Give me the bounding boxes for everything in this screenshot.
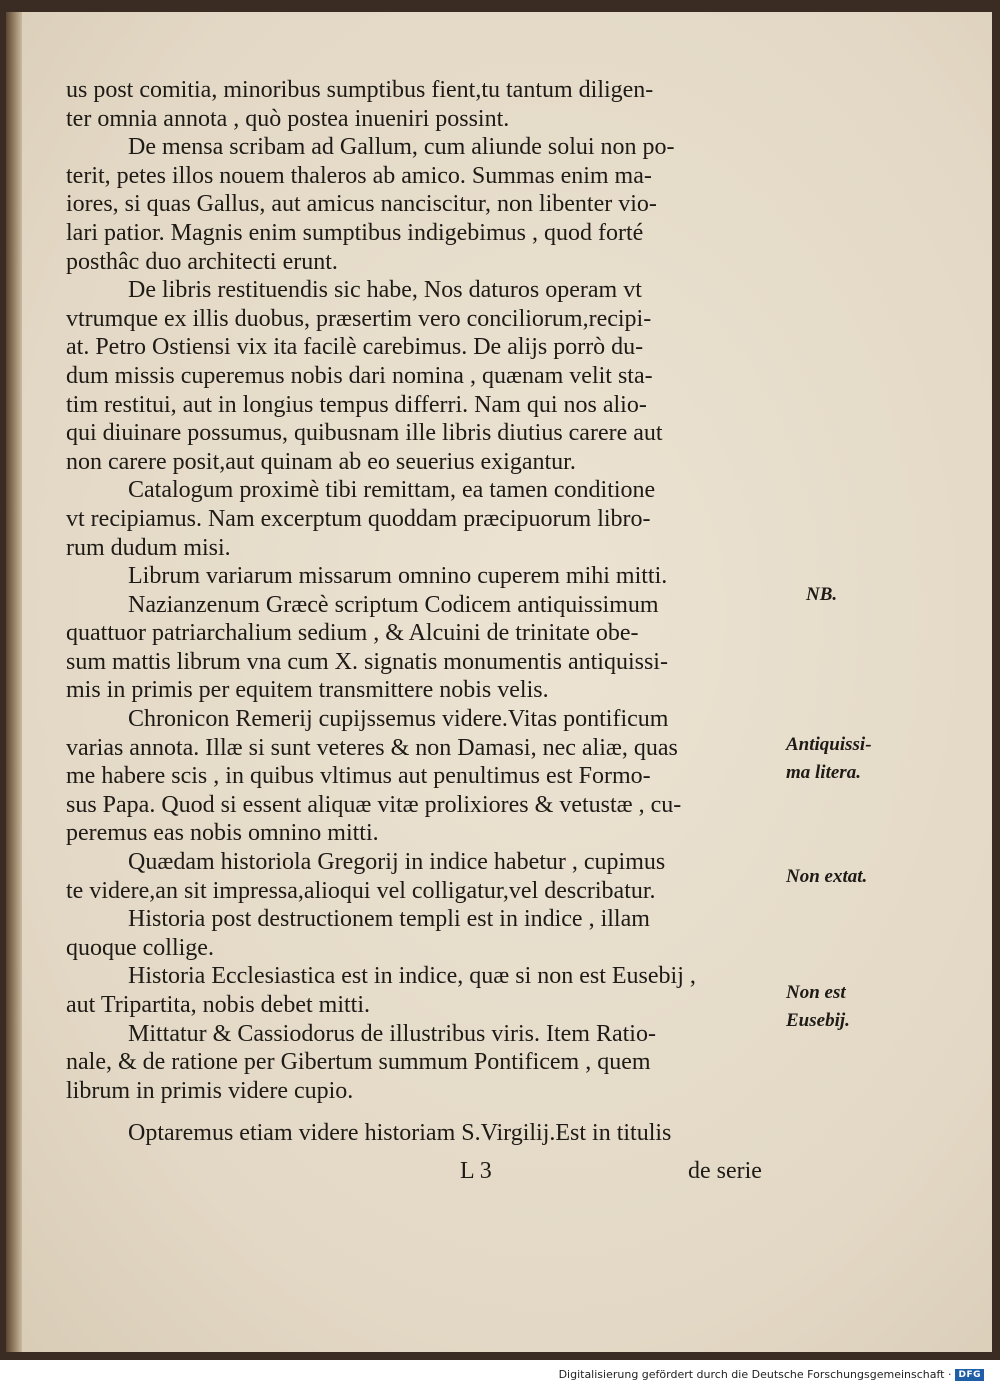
margin-note-ma-litera: ma litera. (786, 762, 861, 783)
margin-note-antiquissi: Antiquissi- (786, 734, 872, 755)
text-line: vt recipiamus. Nam excerptum quoddam præcipuorum libro- (66, 505, 651, 532)
text-line: tim restitui, aut in longius tempus differri. Nam qui nos alio- (66, 391, 647, 418)
page-body-text (66, 76, 786, 1148)
text-line: rum dudum misi. (66, 534, 231, 561)
text-line: Historia post destructionem templi est in indice , illam (128, 906, 650, 933)
margin-note-nb: NB. (806, 584, 838, 605)
text-line: nale, & de ratione per Gibertum summum Pontificem , quem (66, 1049, 651, 1076)
text-line: varias annota. Illæ si sunt veteres & non Damasi, nec aliæ, quas (66, 734, 678, 761)
text-line: Historia Ecclesiastica est in indice, quæ si non est Eusebij , (128, 963, 696, 990)
text-line: vtrumque ex illis duobus, præsertim vero conciliorum,recipi- (66, 305, 652, 332)
text-line: quattuor patriarchalium sedium , & Alcuini de trinitate obe- (66, 620, 639, 647)
text-line: Chronicon Remerij cupijssemus videre.Vitas pontificum (128, 706, 669, 733)
text-line: qui diuinare possumus, quibusnam ille libris diutius carere aut (66, 420, 663, 447)
digitization-credit (559, 1368, 984, 1381)
text-line: dum missis cuperemus nobis dari nomina , quænam velit sta- (66, 362, 653, 389)
text-line: quoque collige. (66, 934, 214, 961)
text-line: terit, petes illos nouem thaleros ab amico. Summas enim ma- (66, 162, 652, 189)
text-line: Librum variarum missarum omnino cuperem mihi mitti. (128, 563, 668, 590)
text-line: librum in primis videre cupio. (66, 1077, 354, 1104)
text-line: me habere scis , in quibus vltimus aut penultimus est Formo- (66, 763, 651, 790)
text-line: De mensa scribam ad Gallum, cum aliunde solui non po- (128, 134, 675, 161)
text-line: aut Tripartita, nobis debet mitti. (66, 992, 370, 1018)
text-line: sum mattis librum vna cum X. signatis monumentis antiquissi- (66, 648, 668, 675)
dfg-logo: DFG (955, 1369, 984, 1381)
text-line: Quædam historiola Gregorij in indice habetur , cupimus (128, 849, 666, 876)
text-line: posthâc duo architecti erunt. (66, 248, 338, 275)
text-line: mis in primis per equitem transmittere nobis velis. (66, 677, 549, 704)
catchword: de serie (688, 1158, 762, 1184)
text-line: iores, si quas Gallus, aut amicus nanciscitur, non libenter vio- (66, 191, 657, 218)
text-line: Catalogum proximè tibi remittam, ea tamen conditione (128, 477, 656, 504)
margin-note-eusebij: Eusebij. (786, 1010, 850, 1031)
signature-mark: L 3 (460, 1158, 492, 1184)
page-gutter (6, 12, 22, 1352)
text-line: lari patior. Magnis enim sumptibus indigebimus , quod forté (66, 219, 644, 246)
text-line: at. Petro Ostiensi vix ita facilè carebimus. De alijs porrò du- (66, 334, 644, 361)
credit-text: Digitalisierung gefördert durch die Deutsche Forschungsgemeinschaft · (558, 1368, 952, 1381)
text-line: te videre,an sit impressa,alioqui vel colligatur,vel describatur. (66, 877, 656, 904)
margin-note-non-extat: Non extat. (786, 866, 868, 887)
text-line: peremus eas nobis omnino mitti. (66, 820, 379, 847)
margin-note-non-est: Non est (786, 982, 846, 1003)
text-line: Nazianzenum Græcè scriptum Codicem antiquissimum (128, 591, 659, 618)
text-line: Mittatur & Cassiodorus de illustribus viris. Item Ratio- (128, 1020, 656, 1047)
text-line: us post comitia, minoribus sumptibus fient,tu tantum diligen- (66, 77, 654, 103)
text-line: sus Papa. Quod si essent aliquæ vitæ prolixiores & vetustæ , cu- (66, 791, 682, 818)
text-line: Optaremus etiam videre historiam S.Virgilij.Est in titulis (128, 1120, 672, 1147)
text-line: non carere posit,aut quinam ab eo seuerius exigantur. (66, 448, 576, 475)
text-line: ter omnia annota , quò postea inueniri possint. (66, 105, 510, 132)
text-line: De libris restituendis sic habe, Nos daturos operam vt (128, 277, 642, 304)
